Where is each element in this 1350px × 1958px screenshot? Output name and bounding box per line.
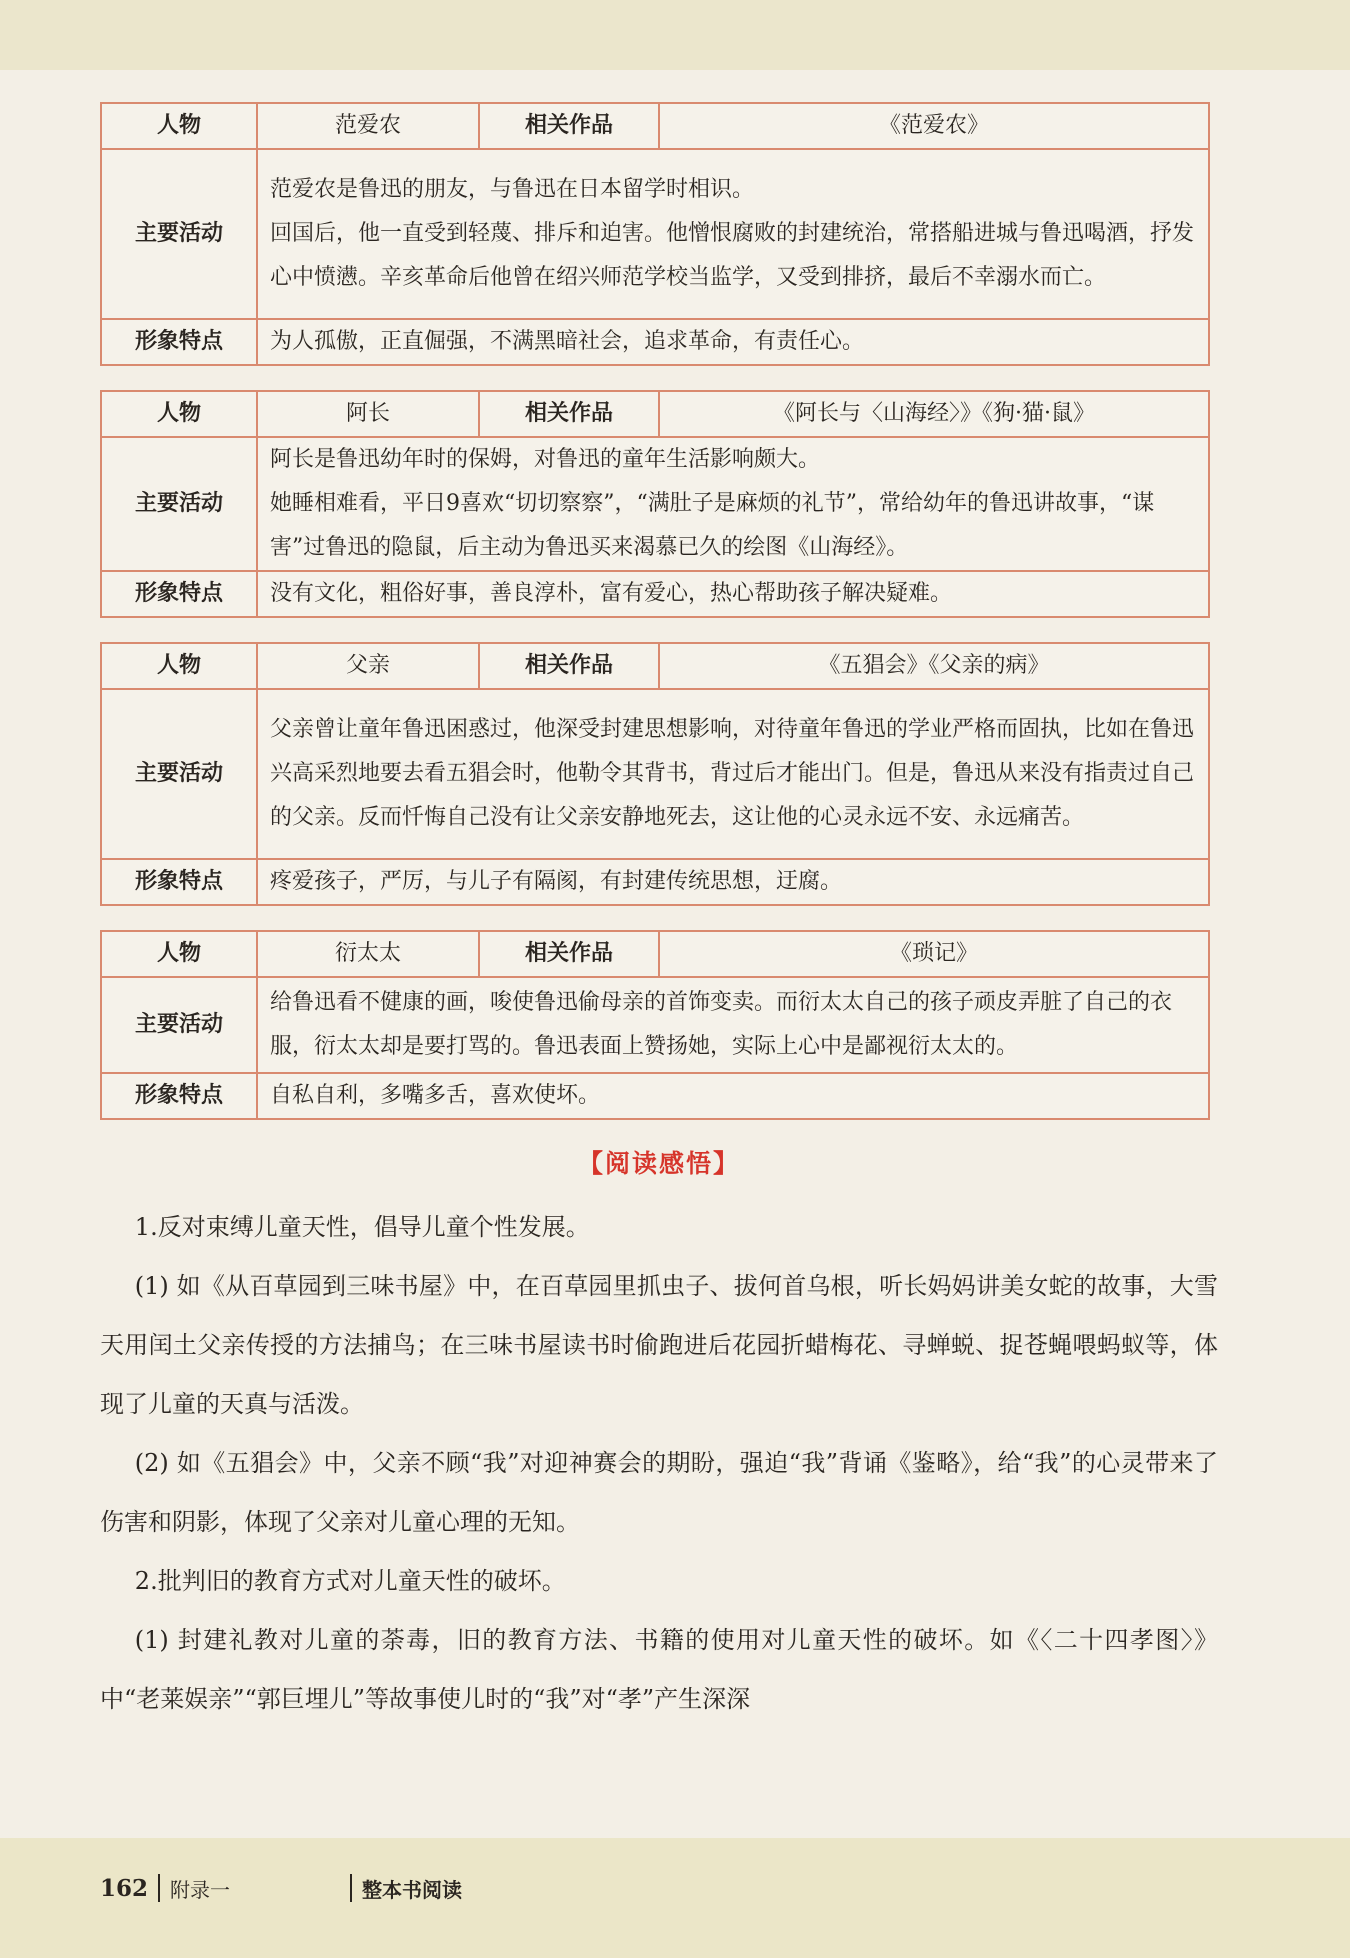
- person-label: 人物: [101, 103, 257, 149]
- activity-paragraph: 给鲁迅看不健康的画，唆使鲁迅偷母亲的首饰变卖。而衍太太自己的孩子顽皮弄脏了自己的衣服，衍太太却是要打骂的。鲁迅表面上赞扬她，实际上心中是鄙视衍太太的。: [270, 990, 1173, 1059]
- person-label: 人物: [101, 931, 257, 977]
- related-works: 《琐记》: [659, 931, 1209, 977]
- activity-content: [257, 437, 1209, 571]
- activity-content: [257, 689, 1209, 859]
- reading-reflection: [100, 1198, 1218, 1729]
- activity-label: 主要活动: [101, 437, 257, 571]
- traits-content: 自私自利，多嘴多舌，喜欢使坏。: [257, 1073, 1209, 1119]
- activity-label: 主要活动: [101, 149, 257, 319]
- traits-content: 疼爱孩子，严厉，与儿子有隔阂，有封建传统思想，迂腐。: [257, 859, 1209, 905]
- paragraph: (1) 如《从百草园到三味书屋》中，在百草园里抓虫子、拔何首乌根，听长妈妈讲美女蛇的故事，大雪天用闰土父亲传授的方法捕鸟；在三味书屋读书时偷跑进后花园折蜡梅花、寻蝉蜕、捉苍蝇喂蚂蚁等，体现了儿童的天真与活泼。: [100, 1272, 1218, 1418]
- top-color-band: [0, 0, 1350, 70]
- activity-paragraph: 范爱农是鲁迅的朋友，与鲁迅在日本留学时相识。: [270, 177, 755, 202]
- activity-label: 主要活动: [101, 689, 257, 859]
- character-table-yan-taitai: [100, 930, 1210, 1120]
- footer-section: 附录一: [170, 1877, 231, 1902]
- person-name: 范爱农: [257, 103, 479, 149]
- person-name: 衍太太: [257, 931, 479, 977]
- activity-paragraph: 她睡相难看，平日9喜欢“切切察察”，“满肚子是麻烦的礼节”，常给幼年的鲁迅讲故事，“谋害”过鲁迅的隐鼠，后主动为鲁迅买来渴慕已久的绘图《山海经》。: [270, 491, 1155, 560]
- person-label: 人物: [101, 391, 257, 437]
- paragraph: (1) 封建礼教对儿童的荼毒，旧的教育方法、书籍的使用对儿童天性的破坏。如《〈二十四孝图〉》中“老莱娱亲”“郭巨埋儿”等故事使儿时的“我”对“孝”产生深深: [100, 1626, 1218, 1713]
- works-label: 相关作品: [479, 643, 659, 689]
- activity-content: [257, 149, 1209, 319]
- activity-paragraph: 父亲曾让童年鲁迅困惑过，他深受封建思想影响，对待童年鲁迅的学业严格而固执，比如在鲁迅兴高采烈地要去看五猖会时，他勒令其背书，背过后才能出门。但是，鲁迅从来没有指责过自己的父亲。反而忏悔自己没有让父亲安静地死去，这让他的心灵永远不安、永远痛苦。: [270, 717, 1195, 830]
- paragraph: 1.反对束缚儿童天性，倡导儿童个性发展。: [134, 1213, 590, 1241]
- page-number: 162: [100, 1874, 149, 1902]
- activity-paragraph: 阿长是鲁迅幼年时的保姆，对鲁迅的童年生活影响颇大。: [270, 447, 821, 472]
- character-table-father: [100, 642, 1210, 906]
- footer-divider: [350, 1874, 352, 1902]
- character-table-a-chang: [100, 390, 1210, 618]
- traits-label: 形象特点: [101, 319, 257, 365]
- page-footer: [100, 1868, 462, 1908]
- traits-label: 形象特点: [101, 1073, 257, 1119]
- works-label: 相关作品: [479, 931, 659, 977]
- footer-divider: [158, 1874, 160, 1902]
- activity-content: [257, 977, 1209, 1073]
- works-label: 相关作品: [479, 103, 659, 149]
- works-label: 相关作品: [479, 391, 659, 437]
- paragraph: (2) 如《五猖会》中，父亲不顾“我”对迎神赛会的期盼，强迫“我”背诵《鉴略》，给“我”的心灵带来了伤害和阴影，体现了父亲对儿童心理的无知。: [100, 1449, 1218, 1536]
- page-content: [100, 102, 1218, 1729]
- paragraph: 2.批判旧的教育方式对儿童天性的破坏。: [134, 1567, 566, 1595]
- person-label: 人物: [101, 643, 257, 689]
- footer-chapter: 整本书阅读: [362, 1877, 463, 1902]
- related-works: 《阿长与〈山海经〉》《狗·猫·鼠》: [659, 391, 1209, 437]
- person-name: 父亲: [257, 643, 479, 689]
- traits-content: 没有文化，粗俗好事，善良淳朴，富有爱心，热心帮助孩子解决疑难。: [257, 571, 1209, 617]
- section-heading-text: 【阅读感悟】: [577, 1149, 740, 1178]
- traits-label: 形象特点: [101, 859, 257, 905]
- traits-label: 形象特点: [101, 571, 257, 617]
- traits-content: 为人孤傲，正直倔强，不满黑暗社会，追求革命，有责任心。: [257, 319, 1209, 365]
- related-works: 《范爱农》: [659, 103, 1209, 149]
- character-table-fan-ainong: [100, 102, 1210, 366]
- section-heading: [100, 1144, 1218, 1180]
- activity-paragraph: 回国后，他一直受到轻蔑、排斥和迫害。他憎恨腐败的封建统治，常搭船进城与鲁迅喝酒，抒发心中愤懑。辛亥革命后他曾在绍兴师范学校当监学，又受到排挤，最后不幸溺水而亡。: [270, 221, 1195, 290]
- related-works: 《五猖会》《父亲的病》: [659, 643, 1209, 689]
- activity-label: 主要活动: [101, 977, 257, 1073]
- person-name: 阿长: [257, 391, 479, 437]
